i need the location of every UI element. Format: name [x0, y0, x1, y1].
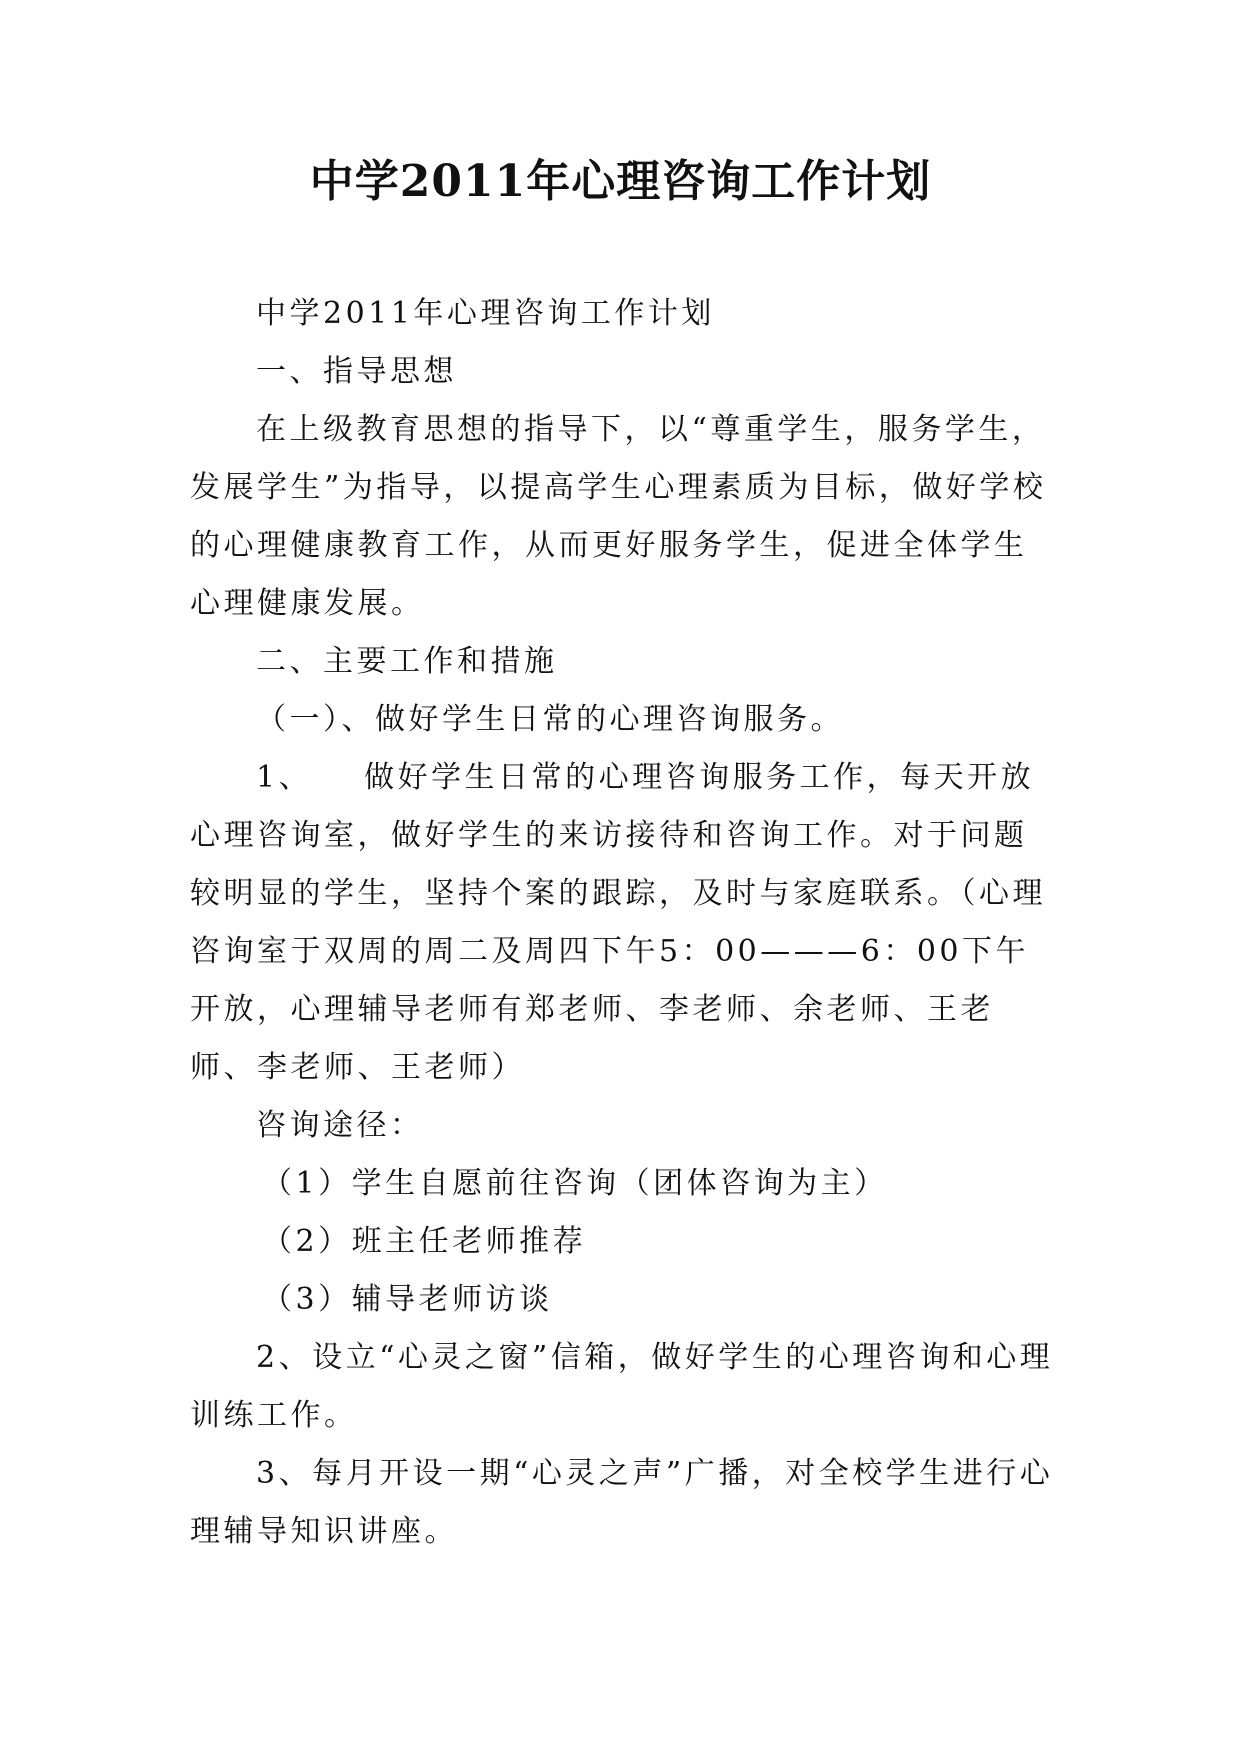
list-item-route-2: （2）班主任老师推荐	[262, 1224, 587, 1259]
paragraph-item-2: 2、设立“心灵之窗”信箱，做好学生的心理咨询和心理训练工作。	[190, 1340, 1054, 1433]
document-title: 中学2011年心理咨询工作计划	[309, 156, 932, 207]
paragraph-counseling-routes: 咨询途径：	[256, 1108, 424, 1143]
list-item-route-3: （3）辅导老师访谈	[262, 1282, 553, 1317]
document-body	[190, 285, 1060, 1561]
subsection-heading-daily-counseling: （一）、做好学生日常的心理咨询服务。	[256, 702, 844, 737]
list-item-route-1: （1）学生自愿前往咨询（团体咨询为主）	[262, 1166, 888, 1201]
paragraph-item-3: 3、每月开设一期“心灵之声”广播，对全校学生进行心理辅导知识讲座。	[190, 1456, 1054, 1549]
section-heading-main-work: 二、主要工作和措施	[256, 644, 558, 679]
paragraph-item-1: 1、 做好学生日常的心理咨询服务工作，每天开放心理咨询室，做好学生的来访接待和咨询工作。对于问题较明显的学生，坚持个案的跟踪，及时与家庭联系。（心理咨询室于双周的周二及周四下午5：00———6：00下午开放，心理辅导老师有郑老师、李老师、余老师、王老师、李老师、王老师）	[190, 760, 1046, 1085]
section-heading-guiding-ideology: 一、指导思想	[256, 354, 457, 389]
paragraph-guiding-ideology: 在上级教育思想的指导下，以“尊重学生，服务学生，发展学生”为指导，以提高学生心理素质为目标，做好学校的心理健康教育工作，从而更好服务学生，促进全体学生心理健康发展。	[190, 412, 1047, 621]
paragraph-heading: 中学2011年心理咨询工作计划	[256, 296, 715, 331]
